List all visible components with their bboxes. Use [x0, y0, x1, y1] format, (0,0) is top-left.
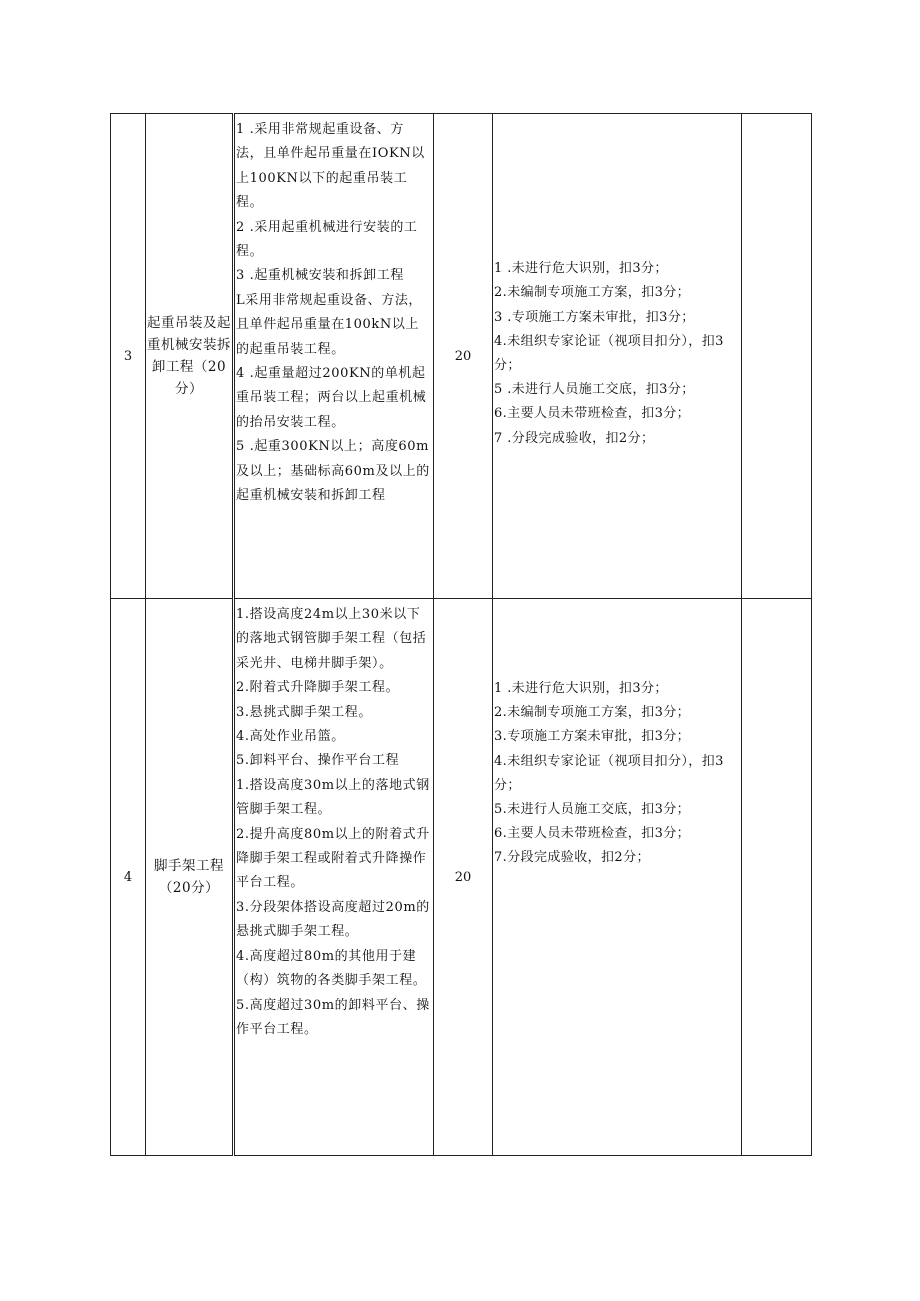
condition-item: 3.悬挑式脚手架工程。	[236, 704, 373, 720]
table-row	[111, 599, 812, 1156]
condition-item: 2 .采用起重机械进行安装的工程。	[236, 219, 418, 260]
project-name: 起重吊装及起重机械安装拆卸工程（20分）	[146, 114, 234, 599]
condition-item: 5.高度超过30m的卸料平台、操作平台工程。	[236, 997, 430, 1037]
remark-cell	[742, 114, 812, 599]
deduction-cell	[493, 599, 742, 1156]
deduction-cell	[493, 114, 742, 599]
condition-item: 1.搭设高度30m以上的落地式钢管脚手架工程。	[236, 777, 430, 818]
score-value: 20	[434, 599, 493, 1156]
project-name: 脚手架工程（20分）	[146, 599, 234, 1156]
condition-item: 1 .采用非常规起重设备、方法，且单件起吊重量在IOKN以上100KN以下的起重吊装工程。	[236, 122, 425, 211]
condition-item: 2.附着式升降脚手架工程。	[236, 680, 400, 696]
deduction-item: 2.未编制专项施工方案，扣3分；	[494, 705, 691, 721]
deduction-item: 7.分段完成验收，扣2分；	[494, 850, 650, 866]
score-value: 20	[434, 114, 493, 599]
condition-item: L采用非常规起重设备、方法，且单件起吊重量在100kN以上的起重吊装工程。	[236, 292, 423, 357]
condition-cell	[234, 599, 434, 1156]
condition-item: 4 .起重量超过200KN的单机起重吊装工程；两台以上起重机械的抬吊安装工程。	[236, 366, 427, 430]
deduction-item: 6.主要人员未带班检查，扣3分；	[494, 826, 691, 842]
deduction-item: 4.未组织专家论证（视项目扣分），扣3分；	[494, 753, 724, 793]
condition-item: 3 .起重机械安装和拆卸工程	[236, 268, 404, 284]
deduction-item: 3.专项施工方案未审批，扣3分；	[494, 729, 691, 745]
condition-item: 1.搭设高度24m以上30米以下的落地式钢管脚手架工程（包括采光井、电梯井脚手架）。	[236, 607, 427, 671]
condition-item: 3.分段架体搭设高度超过20m的悬挑式脚手架工程。	[236, 899, 430, 940]
deduction-item: 2.未编制专项施工方案，扣3分；	[494, 285, 691, 301]
remark-cell	[742, 599, 812, 1156]
deduction-item: 5.未进行人员施工交底，扣3分；	[494, 802, 691, 818]
table-row	[111, 114, 812, 599]
deduction-item: 4.未组织专家论证（视项目扣分），扣3分；	[494, 333, 724, 373]
row-number: 4	[111, 599, 146, 1156]
deduction-item: 6.主要人员未带班检查，扣3分；	[494, 406, 691, 422]
condition-item: 2.提升高度80m以上的附着式升降脚手架工程或附着式升降操作平台工程。	[236, 826, 430, 891]
deduction-item: 3 .专项施工方案未审批，扣3分；	[494, 309, 695, 325]
condition-cell	[234, 114, 434, 599]
condition-item: 4.高处作业吊篮。	[236, 729, 345, 745]
deduction-item: 1 .未进行危大识别，扣3分；	[494, 681, 668, 696]
scoring-table	[110, 113, 812, 1156]
condition-item: 5 .起重300KN以上；高度60m及以上；基础标高60m及以上的起重机械安装和拆卸工程	[236, 439, 430, 504]
deduction-item: 5 .未进行人员施工交底，扣3分；	[494, 382, 695, 398]
condition-item: 5.卸料平台、操作平台工程	[236, 753, 400, 769]
deduction-item: 1 .未进行危大识别，扣3分；	[494, 261, 668, 277]
deduction-item: 7 .分段完成验收，扣2分；	[494, 430, 655, 446]
row-number: 3	[111, 114, 146, 599]
condition-item: 4.高度超过80m的其他用于建（构）筑物的各类脚手架工程。	[236, 948, 427, 989]
